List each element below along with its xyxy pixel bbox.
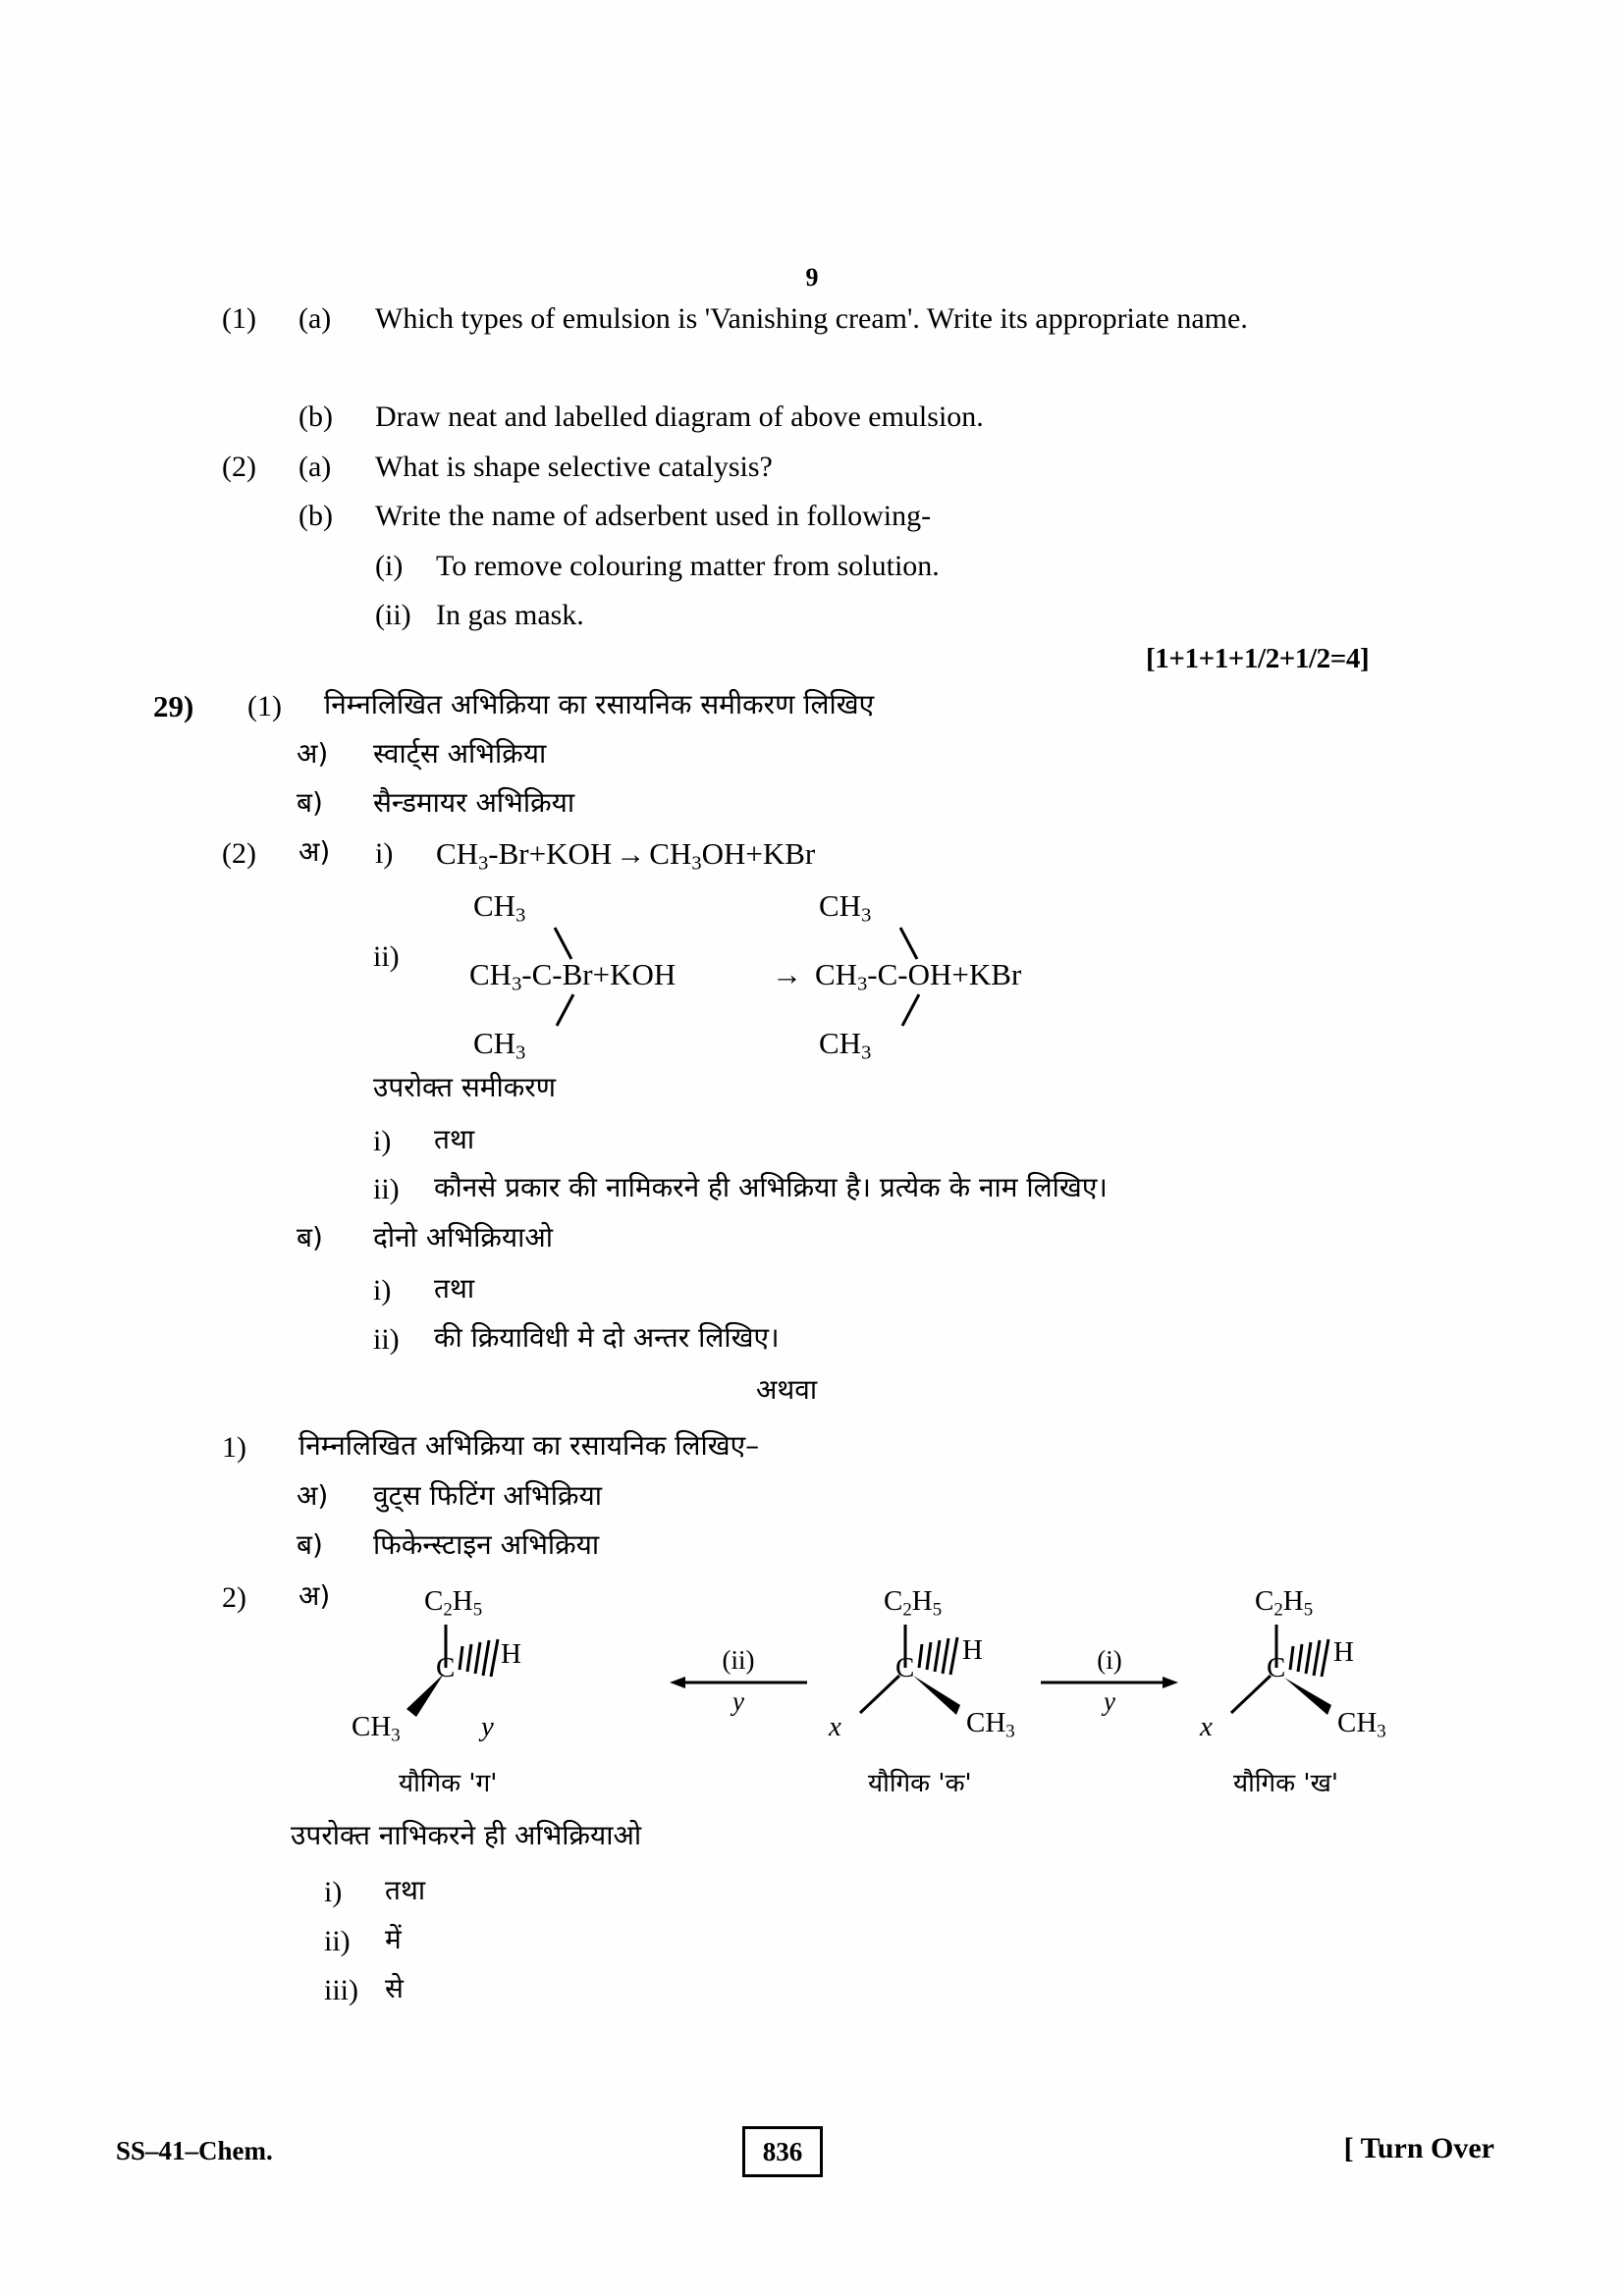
reaction-arrow-icon: → (772, 957, 802, 991)
arrow-right-label-bottom: y (1104, 1686, 1115, 1716)
item-number: (1) (222, 302, 256, 335)
option-text: फिकेन्स्टाइन अभिक्रिया (373, 1528, 600, 1561)
item-letter: (b) (298, 400, 333, 433)
hydrogen-label: H (1333, 1636, 1354, 1668)
compound-caption-kh: यौगिक 'ख' (1233, 1769, 1338, 1798)
leaving-group-y-label: y (481, 1711, 494, 1742)
chiral-carbon-label: C (895, 1652, 915, 1683)
caption-text: उपरोक्त नाभिकरने ही अभिक्रियाओ (291, 1819, 642, 1851)
compound-caption-g: यौगिक 'ग' (399, 1769, 498, 1798)
option-label: ब) (297, 1528, 323, 1561)
right-bottom-methyl: $CH_3$ (819, 1026, 872, 1064)
subitem-text: कौनसे प्रकार की नामिकरने ही अभिक्रिया है। प्रत्येक के नाम लिखिए। (434, 1171, 1108, 1203)
option-text: सैन्डमायर अभिक्रिया (373, 786, 575, 819)
methyl-label: $CH_3$ (1337, 1707, 1386, 1742)
structure-compound-kh (1194, 1585, 1439, 1798)
item-number: (2) (222, 451, 256, 483)
option-text: दोनो अभिक्रियाओ (373, 1221, 554, 1254)
subitem-roman: (i) (375, 550, 404, 582)
option-label: अ) (297, 737, 329, 770)
arrow-left-label-bottom: y (732, 1686, 744, 1716)
methyl-label: $CH_3$ (966, 1707, 1015, 1742)
structure-bonds-kh (1194, 1585, 1439, 1757)
option-text: वुट्स फिटिंग अभिक्रिया (373, 1479, 602, 1512)
item-letter: (a) (298, 302, 332, 335)
part-label: अ) (298, 1579, 331, 1612)
item-letter: (a) (298, 451, 332, 483)
subitem-text: की क्रियाविधी मे दो अन्तर लिखिए। (434, 1321, 780, 1354)
caption-text: उपरोक्त समीकरण (373, 1071, 556, 1103)
ethyl-group-label: $C_2H_5$ (1255, 1585, 1314, 1621)
subitem-text: तथा (385, 1874, 426, 1906)
question-number: 29) (153, 689, 194, 723)
part-number: (1) (247, 690, 282, 722)
alt-part2-caption (291, 1818, 641, 1853)
subitem-text: से (385, 1972, 404, 2004)
subitem-roman: i) (324, 1876, 343, 1908)
subitem-roman: i) (373, 1125, 392, 1157)
hashed-wedge-icon (1290, 1639, 1328, 1677)
hydrogen-label: H (962, 1634, 983, 1666)
equation-i-left: $CH_3-Br+KOH$ (436, 836, 613, 875)
item-text: Which types of emulsion is 'Vanishing cream'. Write its appropriate name. (375, 302, 1248, 335)
item-text: Write the name of adserbent used in following- (375, 500, 932, 532)
leaving-group-x-label: x (829, 1711, 841, 1742)
ethyl-group-label: $C_2H_5$ (424, 1585, 483, 1621)
subitem-roman: ii) (324, 1925, 351, 1957)
compound-caption-k: यौगिक 'क' (868, 1769, 972, 1798)
footer-paper-code: SS–41–Chem. (116, 2136, 273, 2165)
part-label: अ) (298, 835, 331, 868)
part-number: 1) (222, 1431, 246, 1464)
structure-compound-k (823, 1585, 1068, 1798)
equation-ii-roman: ii) (373, 940, 400, 973)
subitem-roman: ii) (373, 1173, 400, 1205)
solid-wedge-icon (913, 1676, 960, 1715)
equation-i-roman: i) (375, 837, 394, 870)
subitem-text: तथा (434, 1123, 475, 1155)
structure-compound-g (352, 1585, 609, 1798)
solid-wedge-icon (1284, 1678, 1331, 1715)
chiral-carbon-label: C (1267, 1652, 1286, 1683)
subitem-roman: iii) (324, 1974, 358, 2006)
item-letter: (b) (298, 500, 333, 532)
right-top-methyl: $CH_3$ (819, 888, 872, 927)
part-text: निम्नलिखित अभिक्रिया का रसायनिक लिखिए– (298, 1429, 760, 1462)
reaction-arrow-right (1041, 1645, 1178, 1716)
alt-subitem-i (324, 1873, 425, 1911)
alt-subitem-iii (324, 1971, 404, 2009)
arrow-right-label-top: (i) (1097, 1645, 1122, 1675)
part-number: (2) (222, 837, 256, 870)
hashed-wedge-icon (460, 1639, 498, 1677)
left-main-chain: $CH_3-C-Br+KOH$ (469, 957, 677, 995)
subitem-text: To remove colouring matter from solution. (436, 550, 940, 582)
option-label: ब) (297, 1221, 323, 1254)
subitem-text: में (385, 1923, 402, 1955)
footer-page-code-box: 836 (742, 2126, 823, 2177)
option-label: अ) (297, 1479, 329, 1512)
leaving-group-x-label: x (1200, 1711, 1213, 1742)
footer-turn-over: [ Turn Over (1343, 2132, 1494, 2164)
right-main-chain: $CH_3-C-OH+KBr$ (815, 957, 1022, 995)
option-label: ब) (297, 786, 323, 819)
subitem-roman: (ii) (375, 599, 411, 631)
part-text: निम्नलिखित अभिक्रिया का रसायनिक समीकरण लिखिए (324, 688, 875, 721)
item-text: What is shape selective catalysis? (375, 451, 773, 483)
methyl-label: $CH_3$ (352, 1711, 401, 1746)
page-number: 9 (805, 263, 819, 292)
subitem-roman: ii) (373, 1323, 400, 1356)
arrow-left-label-top: (ii) (722, 1645, 755, 1675)
reaction-arrow-left (670, 1645, 807, 1716)
marks-allocation: [1+1+1+1/2+1/2=4] (1146, 643, 1370, 674)
hydrogen-label: H (501, 1638, 521, 1670)
item-text: Draw neat and labelled diagram of above emulsion. (375, 400, 984, 433)
structure-bonds-k (823, 1585, 1068, 1757)
plain-bond-x (1231, 1676, 1271, 1713)
left-bottom-methyl: $CH_3$ (473, 1026, 526, 1064)
athava-text: अथवा (756, 1373, 818, 1406)
alt-subitem-ii (324, 1922, 402, 1960)
ethyl-group-label: $C_2H_5$ (884, 1585, 943, 1621)
subitem-text: तथा (434, 1272, 475, 1305)
left-top-methyl: $CH_3$ (473, 888, 526, 927)
plain-bond-x (860, 1676, 899, 1713)
hashed-wedge-icon (919, 1637, 957, 1675)
equation-i-right: $CH_3OH+KBr$ (649, 836, 816, 875)
chiral-carbon-label: C (436, 1652, 456, 1683)
subitem-text: In gas mask. (436, 599, 584, 631)
subitem-roman: i) (373, 1274, 392, 1307)
reaction-arrow-icon: → (616, 838, 646, 871)
option-text: स्वार्ट्स अभिक्रिया (373, 737, 547, 770)
part-number: 2) (222, 1581, 246, 1614)
